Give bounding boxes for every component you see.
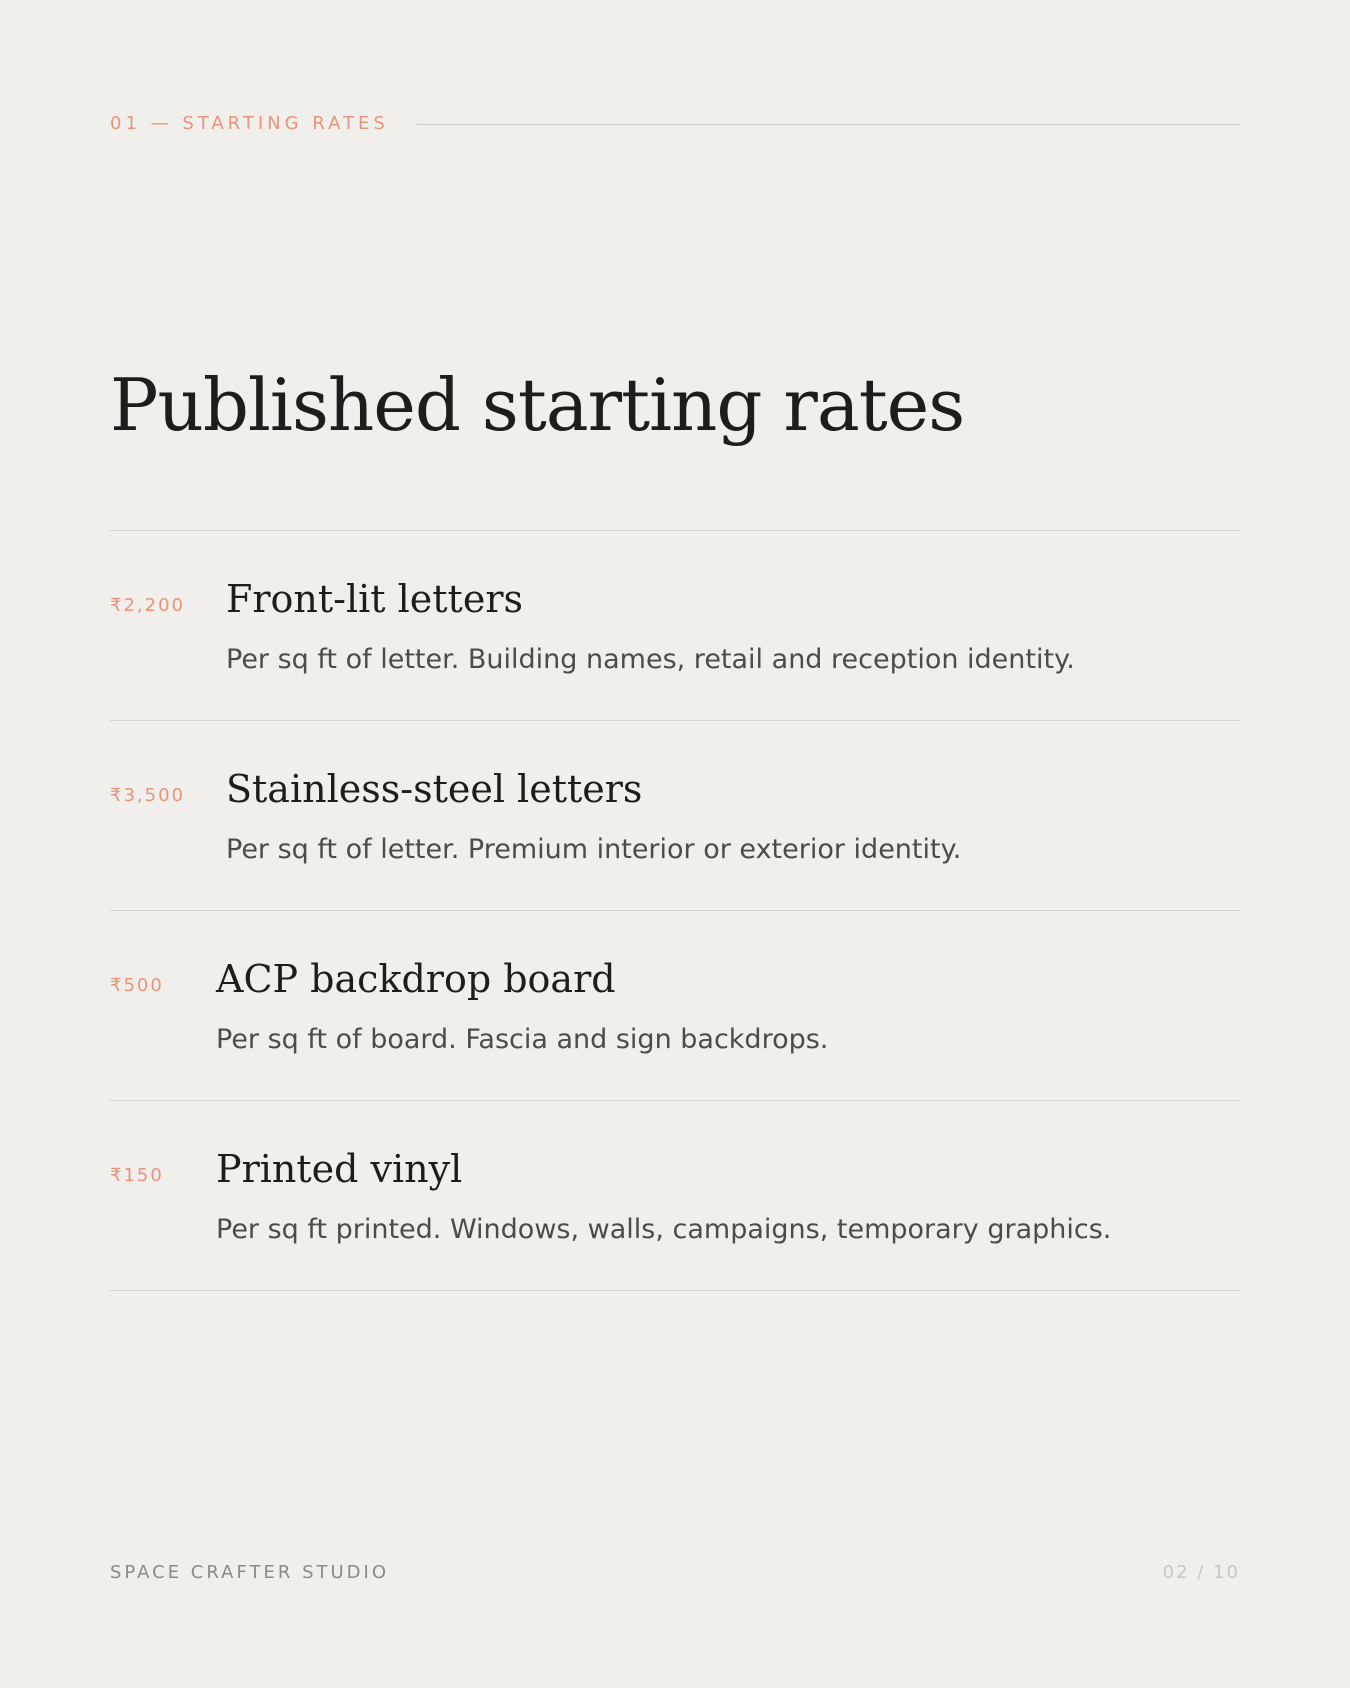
rate-price: ₹2,200: [110, 595, 185, 616]
section-label: 01 — STARTING RATES: [110, 113, 389, 134]
rates-list: [110, 530, 1240, 1291]
section-divider: [417, 124, 1240, 125]
rate-name: Printed vinyl: [216, 1147, 463, 1191]
rate-description: Per sq ft of board. Fascia and sign backdrops.: [216, 1024, 829, 1055]
rate-price: ₹3,500: [110, 785, 185, 806]
rate-price: ₹500: [110, 975, 164, 996]
footer-brand: SPACE CRAFTER STUDIO: [110, 1562, 390, 1583]
section-header: [110, 112, 1240, 136]
rate-description: Per sq ft of letter. Premium interior or exterior identity.: [226, 834, 962, 865]
rate-row-front-lit-letters: [110, 531, 1240, 721]
rate-row-acp-backdrop-board: [110, 911, 1240, 1101]
page-footer: [110, 1562, 1240, 1583]
page-title: Published starting rates: [110, 363, 965, 447]
rate-row-stainless-steel-letters: [110, 721, 1240, 911]
slide-page: [110, 0, 1240, 1688]
rate-description: Per sq ft of letter. Building names, retail and reception identity.: [226, 644, 1075, 675]
page-number: 02 / 10: [1162, 1562, 1240, 1583]
rate-description: Per sq ft printed. Windows, walls, campaigns, temporary graphics.: [216, 1214, 1112, 1245]
rate-name: Stainless-steel letters: [226, 767, 643, 811]
rate-name: ACP backdrop board: [216, 957, 616, 1001]
rate-price: ₹150: [110, 1165, 164, 1186]
rate-name: Front-lit letters: [226, 577, 523, 621]
rate-row-printed-vinyl: [110, 1101, 1240, 1291]
